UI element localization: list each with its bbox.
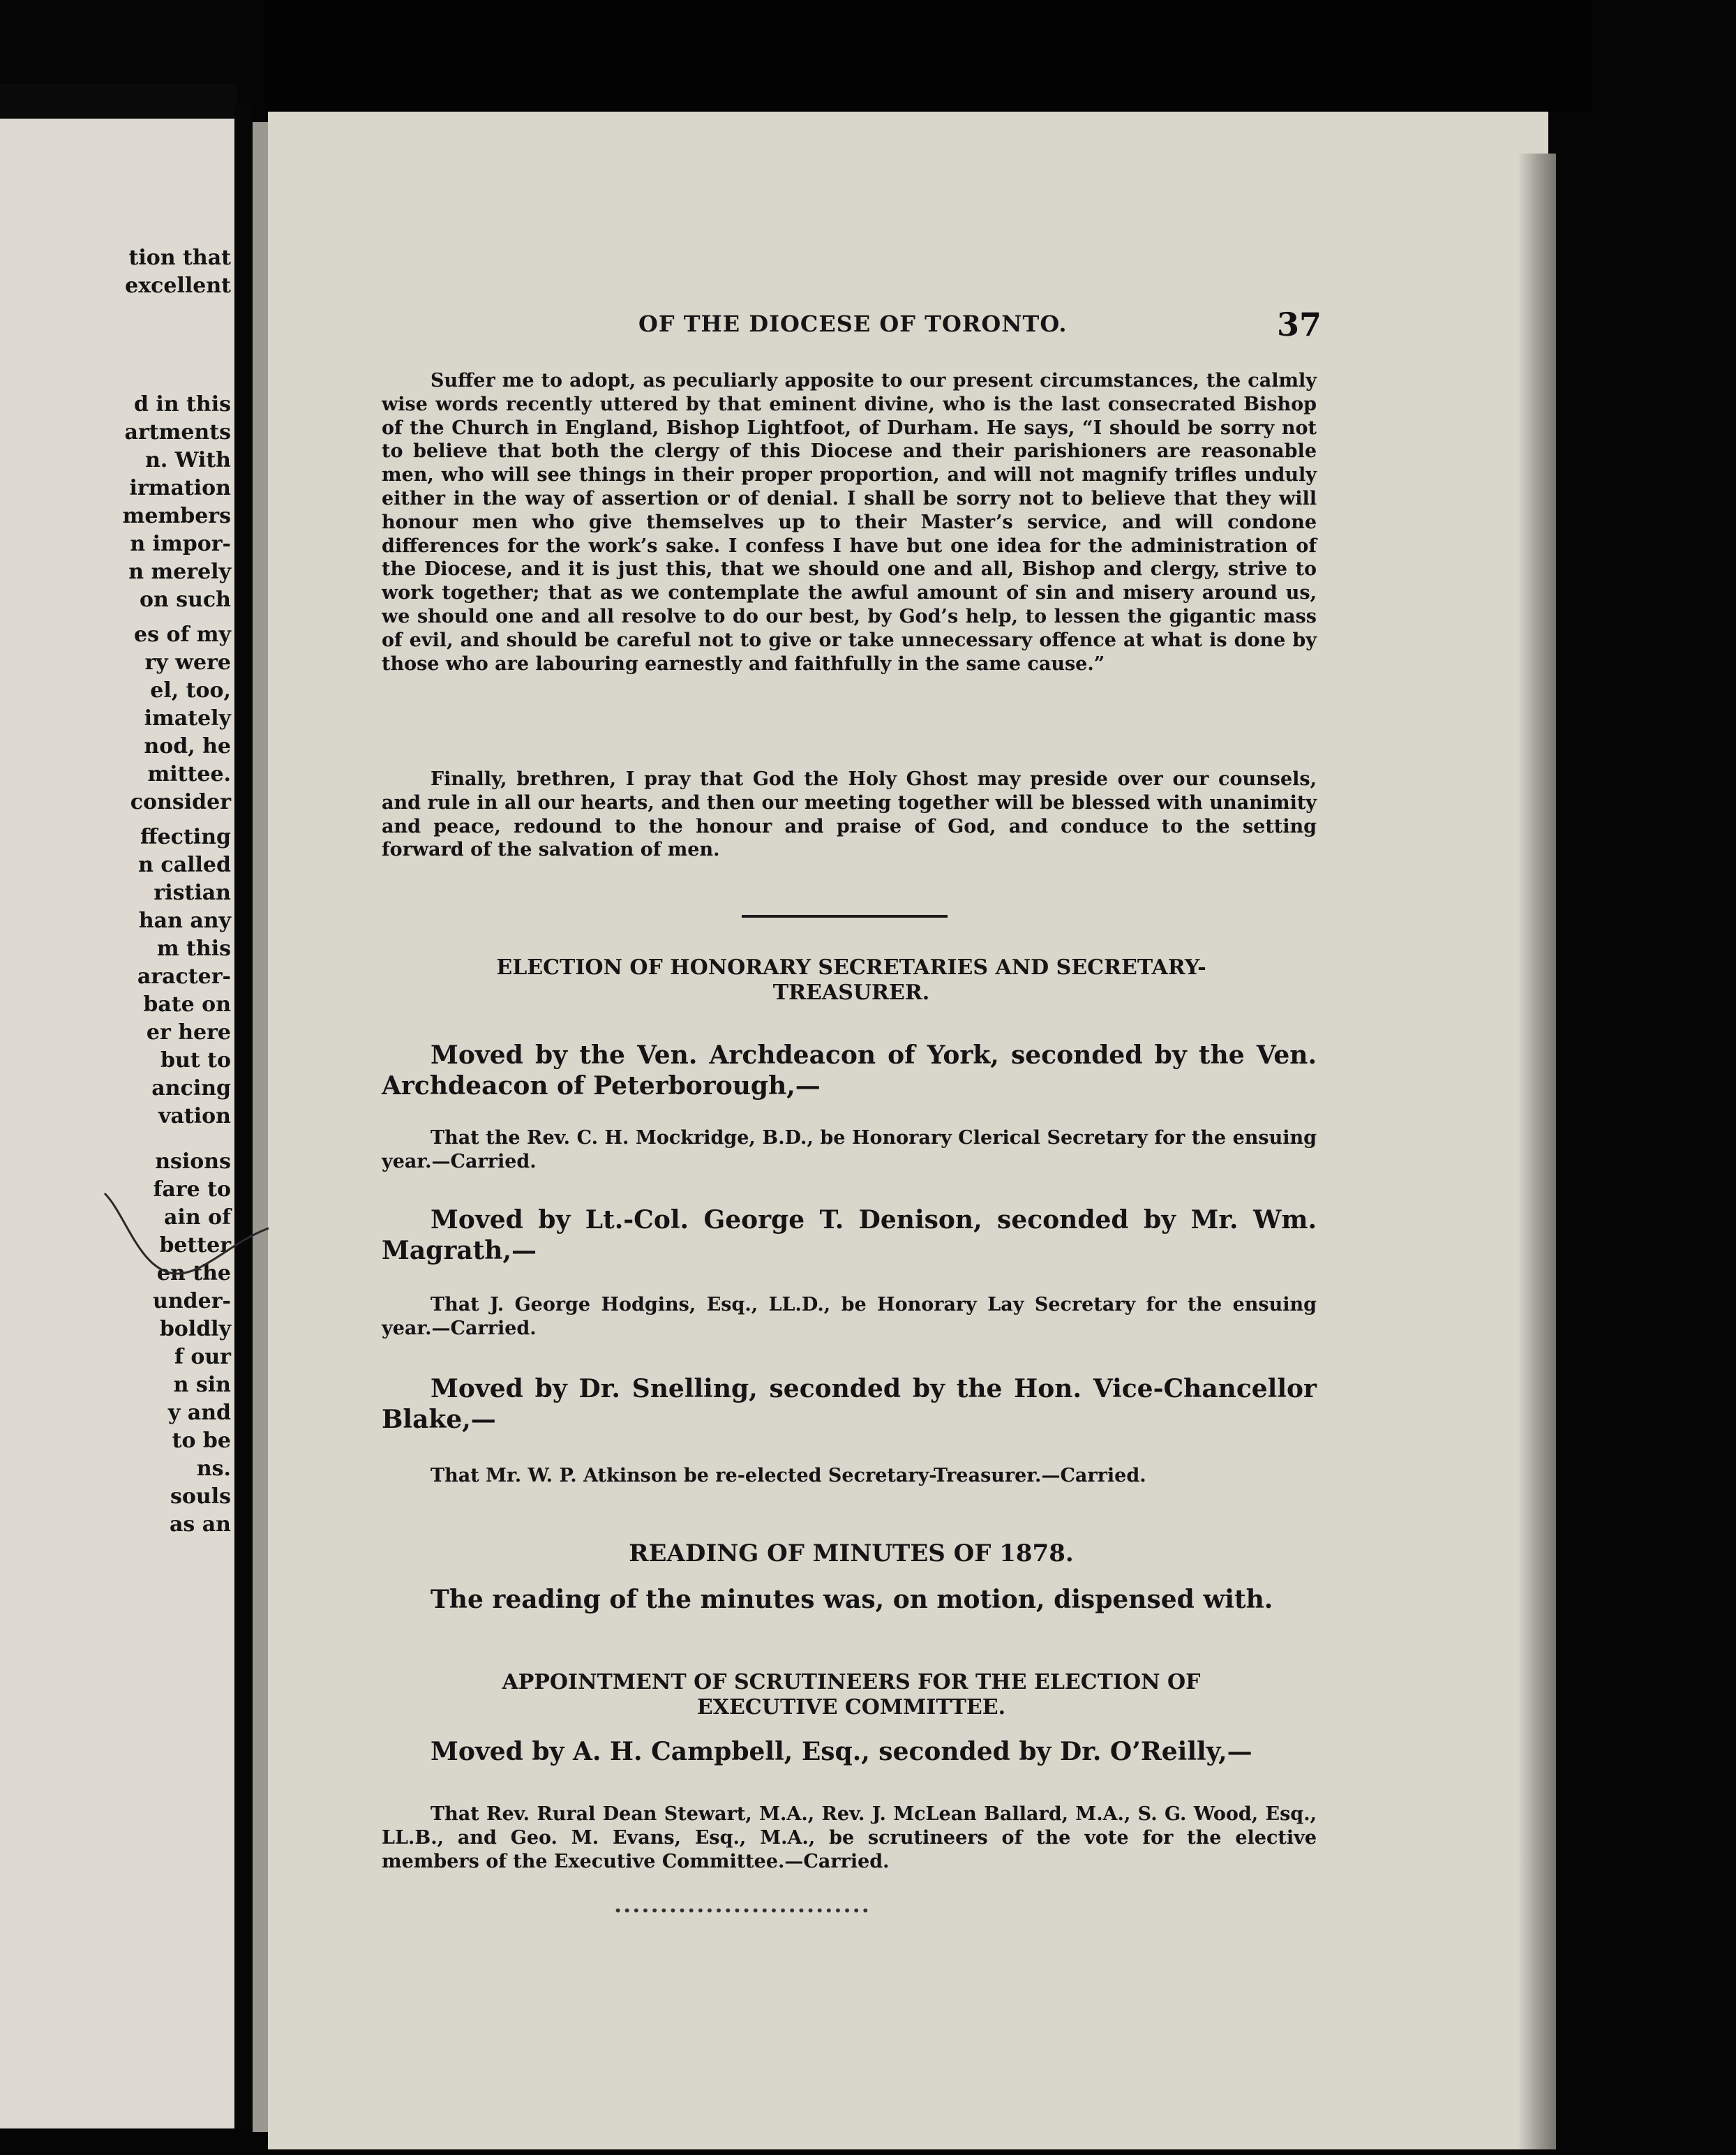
left-page-fragment: el, too, <box>150 678 231 703</box>
minutes-text: The reading of the minutes was, on motion, dispensed with. <box>431 1585 1273 1614</box>
section-divider <box>742 915 948 918</box>
left-page-fragment: irmation <box>129 476 231 500</box>
left-page <box>0 119 241 2128</box>
left-page-fragment: fare to <box>153 1177 231 1202</box>
motion-3: Moved by Dr. Snelling, seconded by the Hon. Vice-Chancellor Blake,— <box>382 1374 1317 1434</box>
scan-border <box>265 0 1591 112</box>
motion-4: Moved by A. H. Campbell, Esq., seconded by Dr. O’Reilly,— <box>431 1737 1252 1766</box>
left-page-fragment: mittee. <box>147 762 231 786</box>
left-page-fragment: ristian <box>154 881 231 905</box>
left-page-fragment: consider <box>130 790 231 814</box>
left-page-fragment: n. With <box>145 448 231 472</box>
left-page-fragment: under- <box>153 1289 231 1313</box>
page-edge <box>1518 154 1556 2149</box>
margin-pen-mark <box>98 1186 272 1284</box>
left-page-fragment: nod, he <box>144 734 231 759</box>
left-page-fragment: es of my <box>134 622 231 647</box>
left-page-fragment: members <box>122 504 231 528</box>
left-page-fragment: vation <box>158 1104 231 1128</box>
left-page-fragment: d in this <box>133 392 231 417</box>
binding-edge <box>253 122 268 2132</box>
left-page-fragment: n merely <box>128 560 231 584</box>
left-page-fragment: n impor- <box>130 532 231 556</box>
left-page-fragment: en the <box>156 1261 231 1285</box>
left-page-fragment: n sin <box>173 1373 231 1397</box>
page-number: 37 <box>1277 306 1322 343</box>
heading-minutes: READING OF MINUTES OF 1878. <box>629 1539 1074 1567</box>
left-page-fragment: on such <box>139 588 231 612</box>
left-page-fragment: better <box>159 1233 231 1258</box>
paragraph-bishop-quote: Suffer me to adopt, as peculiarly apposite to our present circumstances, the calmly wise words recently uttered by that eminent divine, who is the last consecrated Bishop of the Church in England, Bishop Lightfoot, of Durham. He says, “I should be sorry not to believe that both the clergy of this Diocese and their parishioners are reasonable men, who will see things in their proper proportion, and will not magnify trifles unduly either in the way of assertion or of denial. I shall be sorry not to believe that they will honour men who give themselves up to their Master’s service, and will condone differences for the work’s sake. I confess I have but one idea for the administration of the Diocese, and it is just this, that we should one and all, Bishop and clergy, strive to work together; that as we contemplate the awful amount of sin and misery around us, we should one and all resolve to do our best, by God’s help, to lessen the gigantic mass of evil, and should be careful not to give or take unnecessary offence at what is done by those who are labouring earnestly and faithfully in the same cause.” <box>382 370 1317 675</box>
left-page-fragment: nsions <box>155 1149 231 1174</box>
left-page-fragment: ain of <box>163 1205 231 1230</box>
motion-1: Moved by the Ven. Archdeacon of York, seconded by the Ven. Archdeacon of Peterborough,— <box>382 1041 1317 1101</box>
left-page-fragment: boldly <box>159 1317 231 1341</box>
left-page-fragment: ancing <box>151 1076 231 1101</box>
paragraph-closing: Finally, brethren, I pray that God the Holy Ghost may preside over our counsels, and rule in all our hearts, and then our meeting together will be blessed with unanimity and peace, redound to the honour and praise of God, and conduce to the setting forward of the salvation of men. <box>382 768 1317 861</box>
resolution-3: That Mr. W. P. Atkinson be re-elected Secretary-Treasurer.—Carried. <box>431 1465 1146 1486</box>
resolution-4: That Rev. Rural Dean Stewart, M.A., Rev. J. McLean Ballard, M.A., S. G. Wood, Esq., LL.B., and Geo. M. Evans, Esq., M.A., be scrutineers of the vote for the elective members of the Executive Committee.—Carried. <box>382 1803 1317 1872</box>
left-page-fragment: ry were <box>144 650 231 675</box>
motion-2: Moved by Lt.-Col. George T. Denison, seconded by Mr. Wm. Magrath,— <box>382 1205 1317 1265</box>
left-page-fragment: n called <box>138 853 231 877</box>
left-page-fragment: but to <box>160 1048 231 1073</box>
left-page-fragment: f our <box>174 1345 231 1369</box>
left-page-fragment: han any <box>138 909 231 933</box>
binding-gutter <box>234 105 253 2128</box>
running-header: OF THE DIOCESE OF TORONTO. <box>638 311 1068 337</box>
heading-election: ELECTION OF HONORARY SECRETARIES AND SECRETARY-TREASURER. <box>496 955 1206 1005</box>
left-page-fragment: excellent <box>125 274 231 298</box>
dotted-leader: ............................ <box>614 1891 871 1918</box>
left-page-fragment: souls <box>170 1484 231 1509</box>
left-page-fragment: er here <box>146 1020 231 1045</box>
left-page-fragment: as an <box>169 1512 231 1537</box>
left-page-fragment: m this <box>156 937 231 961</box>
left-page-fragment: tion that <box>128 246 231 270</box>
left-page-fragment: y and <box>167 1401 231 1425</box>
left-page-fragment: artments <box>124 420 231 445</box>
left-page-fragment: ffecting <box>140 825 231 849</box>
resolution-2: That J. George Hodgins, Esq., LL.D., be Honorary Lay Secretary for the ensuing year.—Carried. <box>382 1294 1317 1339</box>
resolution-1: That the Rev. C. H. Mockridge, B.D., be Honorary Clerical Secretary for the ensuing year.—Carried. <box>382 1127 1317 1172</box>
left-page-fragment: imately <box>144 706 231 731</box>
left-page-fragment: aracter- <box>137 964 231 989</box>
heading-scrutineers: APPOINTMENT OF SCRUTINEERS FOR THE ELECTION OF EXECUTIVE COMMITTEE. <box>502 1670 1201 1720</box>
left-page-fragment: ns. <box>196 1456 231 1481</box>
left-page-fragment: to be <box>172 1429 231 1453</box>
left-page-fragment: bate on <box>143 992 231 1017</box>
